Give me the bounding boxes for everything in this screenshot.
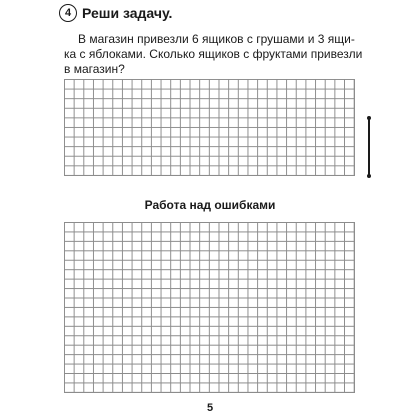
corrections-title: Работа над ошибками [144,198,276,212]
task-title: Реши задачу. [82,5,173,21]
problem-line-1: В магазин привезли 6 ящиков с грушами и 3 ящи- [78,32,355,46]
corrections-grid[interactable] [64,222,355,393]
answer-grid[interactable] [64,79,355,176]
margin-marker-bottom-dot [367,174,371,178]
task-number: 4 [64,6,72,19]
margin-marker-line [368,118,370,176]
problem-text [64,32,364,77]
problem-line-3: в магазин? [64,62,125,76]
page-number: 5 [206,402,214,414]
task-number-badge [59,4,77,22]
problem-line-2: ка с яблоками. Сколько ящиков с фруктами привезли [64,47,363,61]
